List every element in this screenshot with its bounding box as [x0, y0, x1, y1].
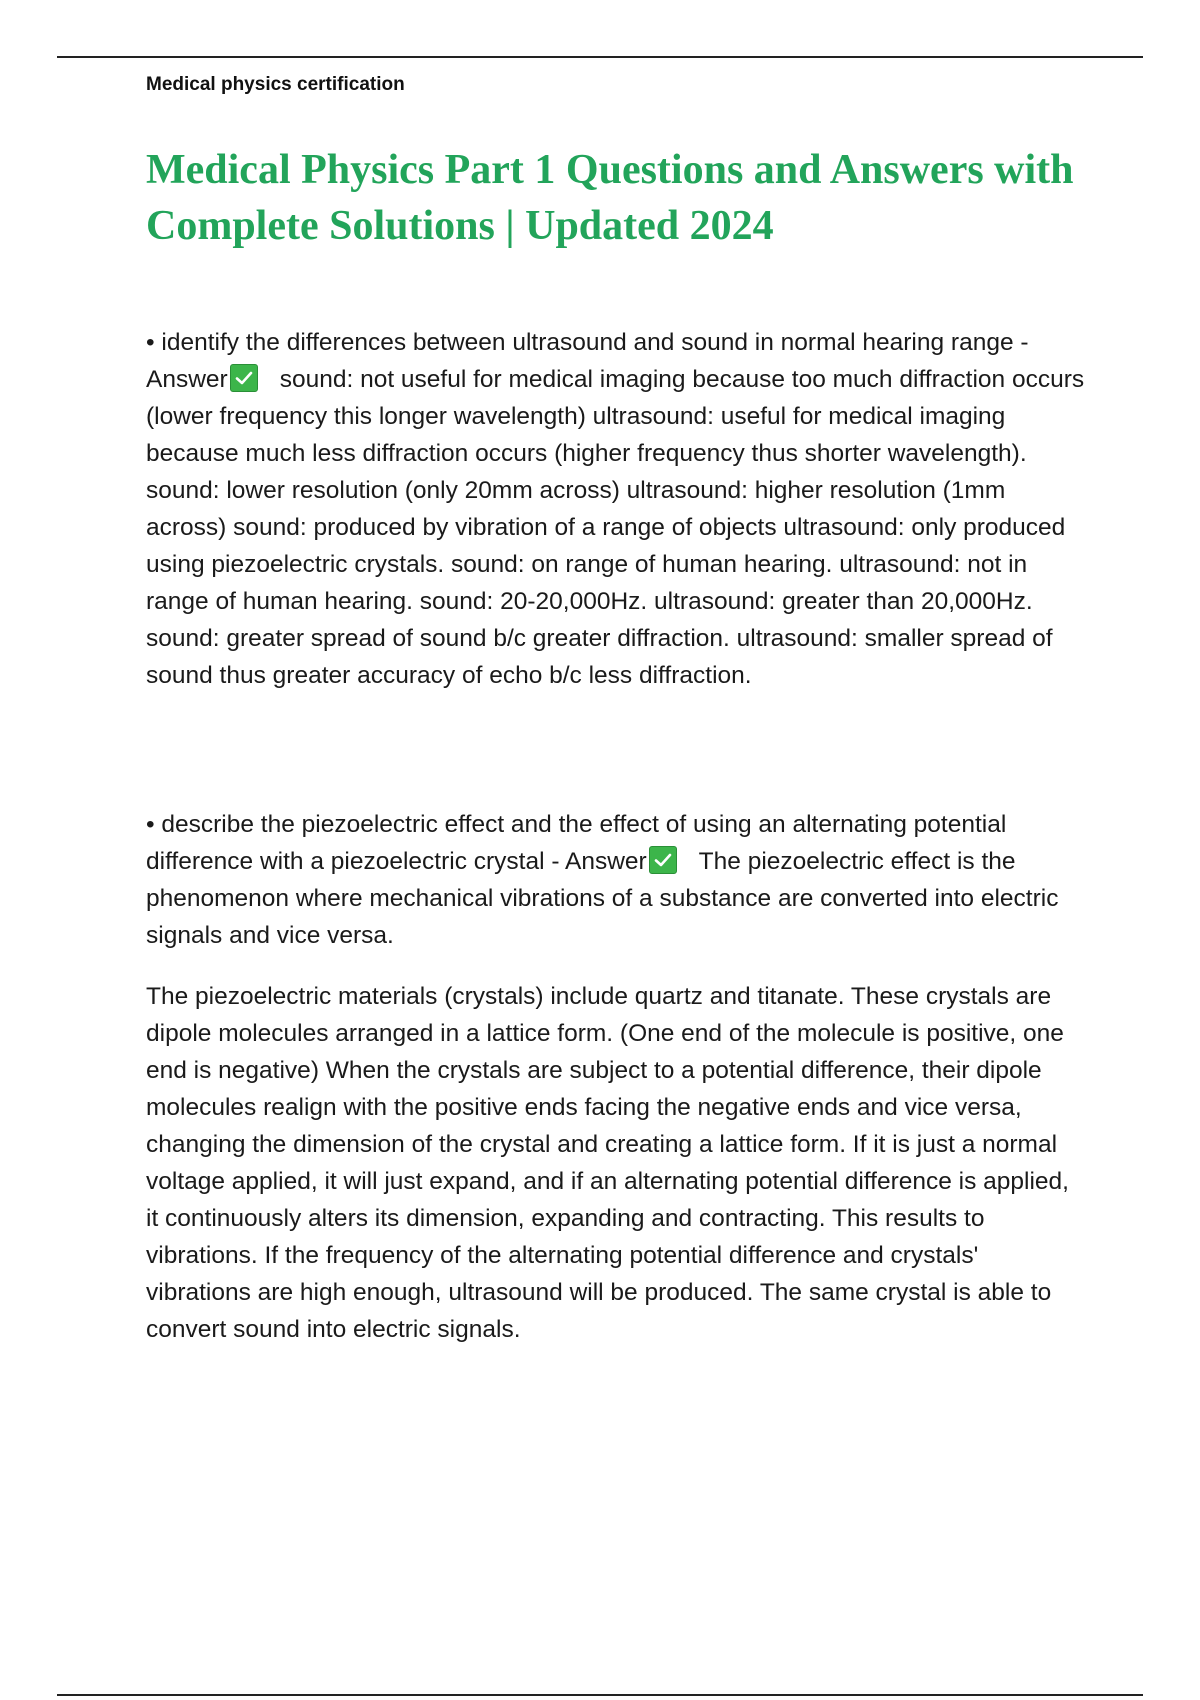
document-title: Medical Physics Part 1 Questions and Answers with Complete Solutions | Updated 2024 — [146, 147, 1074, 249]
check-mark-icon — [230, 364, 258, 392]
qa-item — [146, 324, 1086, 694]
answer-text: The piezoelectric effect is the phenomenon where mechanical vibrations of a substance are converted into electric signals and vice versa. — [146, 848, 1059, 949]
running-header: Medical physics certification — [146, 74, 405, 95]
answer-label: - Answer — [146, 329, 1029, 393]
answer-label: - Answer — [551, 848, 647, 875]
bullet: • — [146, 329, 155, 356]
qa-paragraph — [146, 806, 1086, 954]
bullet: • — [146, 811, 155, 838]
check-mark-icon — [649, 846, 677, 874]
question-text: identify the differences between ultrasound and sound in normal hearing range — [161, 329, 1014, 356]
header-rule — [57, 56, 1143, 58]
qa-item — [146, 806, 1086, 954]
footer-rule — [57, 1694, 1143, 1696]
question-text: describe the piezoelectric effect and the effect of using an alternating potential difference with a piezoelectric crystal — [146, 811, 1007, 875]
answer-text: sound: not useful for medical imaging because too much diffraction occurs (lower frequency this longer wavelength) ultrasound: useful for medical imaging because much less diffraction occurs (higher frequency thus shorter wavelength). sound: lower resolution (only 20mm across) ultrasound: higher resolution (1mm across) sound: produced by vibration of a range of objects ultrasound: only produced using piezoelectric crystals. sound: on range of human hearing. ultrasound: not in range of human hearing. sound: 20-20,000Hz. ultrasound: greater than 20,000Hz. sound: greater spread of sound b/c greater diffraction. ultrasound: smaller spread of sound thus greater accuracy of echo b/c less diffraction. — [146, 366, 1085, 689]
answer-continued-paragraph: The piezoelectric materials (crystals) include quartz and titanate. These crystals are dipole molecules arranged in a lattice form. (One end of the molecule is positive, one end is negative) When the crystals are subject to a potential difference, their dipole molecules realign with the positive ends facing the negative ends and vice versa, changing the dimension of the crystal and creating a lattice form. If it is just a normal voltage applied, it will just expand, and if an alternating potential difference is applied, it continuously alters its dimension, expanding and contracting. This results to vibrations. If the frequency of the alternating potential difference and crystals' vibrations are high enough, ultrasound will be produced. The same crystal is able to convert sound into electric signals. — [146, 983, 1069, 1343]
qa-paragraph — [146, 324, 1086, 694]
